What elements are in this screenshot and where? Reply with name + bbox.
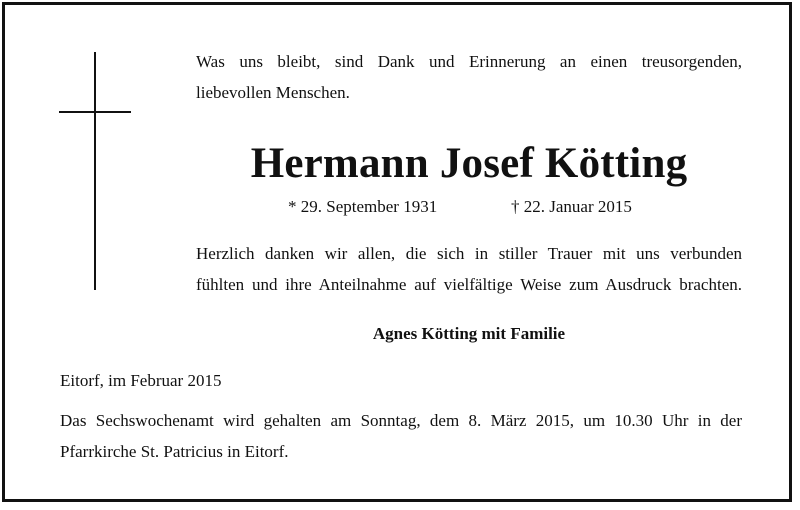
- mass-announcement: [60, 405, 742, 467]
- intro-line-2: liebevollen Menschen.: [196, 83, 350, 102]
- cross-vertical-bar: [94, 52, 96, 290]
- birth-date: * 29. September 1931: [288, 197, 438, 216]
- family-signature: Agnes Kötting mit Familie: [372, 324, 566, 343]
- place-date: Eitorf, im Februar 2015: [60, 371, 222, 390]
- cross-horizontal-bar: [59, 111, 131, 113]
- intro-line-1: Was uns bleibt, sind Dank und Erinnerung an einen treusorgenden,: [196, 52, 742, 71]
- thanks-line-1: Herzlich danken wir allen, die sich in stiller Trauer mit uns verbunden: [196, 244, 742, 263]
- death-date: † 22. Januar 2015: [511, 197, 632, 216]
- mass-line-1: Das Sechswochenamt wird gehalten am Sonntag, dem 8. März 2015, um 10.30 Uhr in der: [60, 411, 742, 430]
- intro-text: [196, 46, 742, 108]
- thanks-text: [196, 238, 742, 300]
- thanks-line-2: fühlten und ihre Anteilnahme auf vielfältige Weise zum Ausdruck brachten.: [196, 275, 742, 294]
- deceased-name: Hermann Josef Kötting: [250, 140, 688, 187]
- mass-line-2: Pfarrkirche St. Patricius in Eitorf.: [60, 442, 289, 461]
